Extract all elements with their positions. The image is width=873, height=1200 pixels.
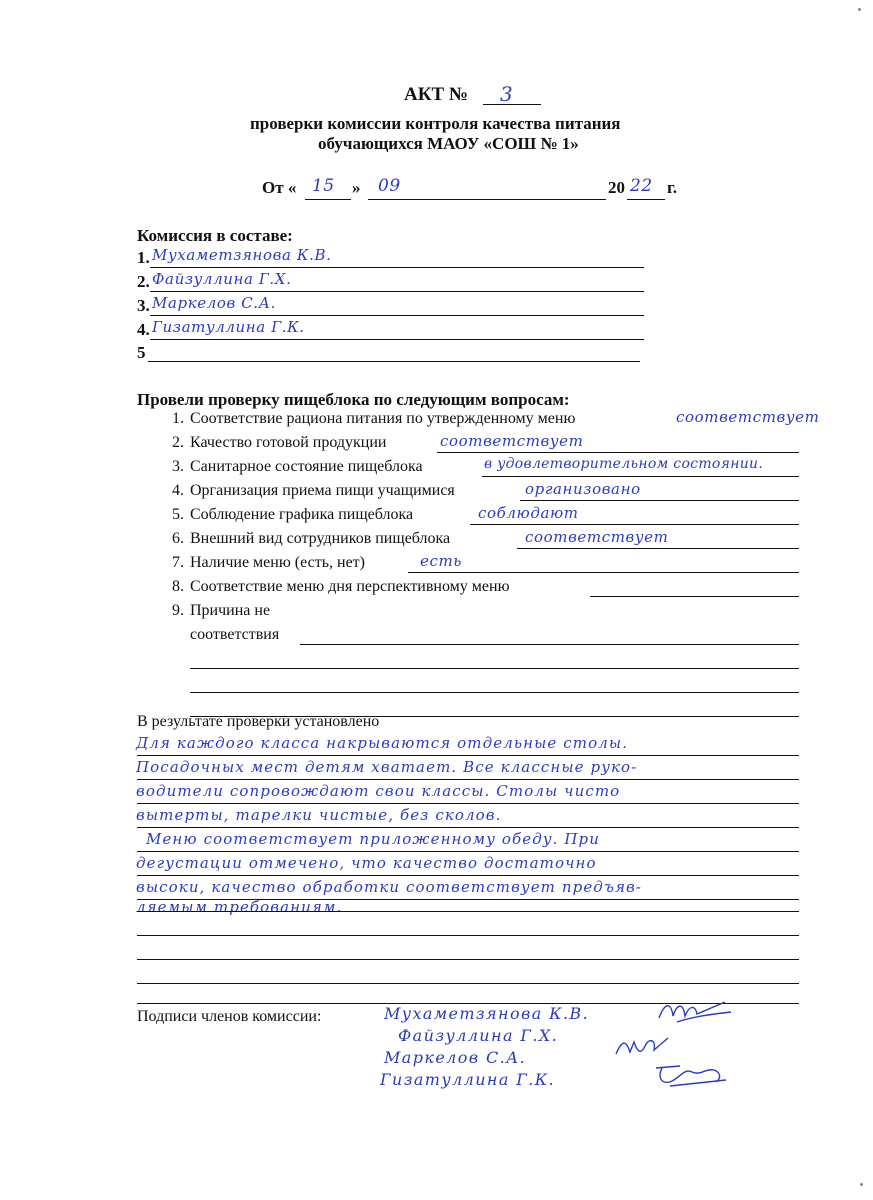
check-answer-5: соблюдают xyxy=(478,504,579,522)
member-line xyxy=(148,361,640,362)
date-month: 09 xyxy=(378,176,401,196)
signature-name: Мухаметзянова К.В. xyxy=(384,1004,590,1023)
check-reason-line2: соответствия xyxy=(190,626,280,643)
check-item-3 xyxy=(162,458,423,476)
check-number: 7. xyxy=(172,554,184,571)
result-text-line: Меню соответствует приложенному обеду. При xyxy=(146,830,601,848)
member-name: Мухаметзянова К.В. xyxy=(152,246,332,264)
check-item-7 xyxy=(162,554,365,572)
result-line xyxy=(137,827,799,828)
result-line xyxy=(137,803,799,804)
check-line-3 xyxy=(482,476,799,477)
date-month-line xyxy=(368,199,606,200)
subtitle-line1: проверки комиссии контроля качества питания xyxy=(250,114,621,133)
commission-heading: Комиссия в составе: xyxy=(137,226,293,245)
check-item-9 xyxy=(162,602,270,620)
member-line xyxy=(150,267,644,268)
date-year-prefix: 20 xyxy=(608,178,625,197)
signature-name: Гизатуллина Г.К. xyxy=(380,1070,556,1089)
date-year-line xyxy=(627,199,665,200)
check-line-6 xyxy=(517,548,799,549)
date-close-quote: » xyxy=(352,178,361,197)
subtitle-line2: обучающихся МАОУ «СОШ № 1» xyxy=(318,134,579,153)
check-item-4 xyxy=(162,482,455,500)
checks-heading: Провели проверку пищеблока по следующим вопросам: xyxy=(137,390,570,409)
check-number: 3. xyxy=(172,458,184,475)
reason-line xyxy=(300,644,799,645)
signature-scribble xyxy=(655,996,735,1028)
check-question: Внешний вид сотрудников пищеблока xyxy=(190,530,451,547)
reason-line xyxy=(190,692,799,693)
signature-name: Файзуллина Г.Х. xyxy=(398,1026,559,1045)
check-number: 1. xyxy=(172,410,184,427)
member-number: 3. xyxy=(137,296,150,315)
member-name: Гизатуллина Г.К. xyxy=(152,318,305,336)
check-question: Качество готовой продукции xyxy=(190,434,387,451)
act-label: АКТ № xyxy=(404,84,469,105)
check-number: 5. xyxy=(172,506,184,523)
signatures-label: Подписи членов комиссии: xyxy=(137,1008,322,1025)
check-answer-4: организовано xyxy=(525,480,641,498)
check-item-2 xyxy=(162,434,386,452)
act-number: 3 xyxy=(500,82,514,106)
act-title xyxy=(404,84,468,106)
date-year-unit: г. xyxy=(667,178,678,197)
result-text-line: вытерты, тарелки чистые, без сколов. xyxy=(136,806,502,824)
check-answer-3: в удовлетворительном состоянии. xyxy=(484,456,764,472)
check-number: 2. xyxy=(172,434,184,451)
check-item-1 xyxy=(162,410,575,428)
check-question: Соблюдение графика пищеблока xyxy=(190,506,414,523)
member-number: 4. xyxy=(137,320,150,339)
check-line-4 xyxy=(520,500,799,501)
check-item-5 xyxy=(162,506,413,524)
date-from-label: От « xyxy=(262,178,297,197)
result-line xyxy=(137,779,799,780)
result-text-line: Для каждого класса накрываются отдельные столы. xyxy=(136,734,629,752)
check-question: Соответствие меню дня перспективному меню xyxy=(190,578,510,595)
check-number: 6. xyxy=(172,530,184,547)
result-line xyxy=(137,983,799,984)
member-number: 1. xyxy=(137,248,150,267)
scan-speck xyxy=(858,8,861,11)
result-line xyxy=(137,935,799,936)
result-text-line: высоки, качество обработки соответствует предъяв- xyxy=(136,878,643,896)
check-answer-1: соответствует xyxy=(676,408,820,426)
reason-line xyxy=(190,668,799,669)
check-answer-7: есть xyxy=(420,552,463,570)
result-text-line: Посадочных мест детям хватает. Все классные руко- xyxy=(136,758,638,776)
check-line-8 xyxy=(590,596,799,597)
check-number: 8. xyxy=(172,578,184,595)
member-number: 5 xyxy=(137,343,146,362)
act-number-line xyxy=(483,104,541,105)
date-day-line xyxy=(305,199,351,200)
date-year-suffix: 22 xyxy=(630,176,653,196)
result-line xyxy=(137,911,799,912)
member-number: 2. xyxy=(137,272,150,291)
member-line xyxy=(150,291,644,292)
check-number: 4. xyxy=(172,482,184,499)
check-line-7 xyxy=(408,572,799,573)
member-line xyxy=(150,315,644,316)
check-question: Соответствие рациона питания по утвержденному меню xyxy=(190,410,576,427)
check-line-5 xyxy=(470,524,799,525)
date-day: 15 xyxy=(312,176,335,196)
check-question: Организация приема пищи учащимися xyxy=(190,482,455,499)
check-answer-6: соответствует xyxy=(525,528,669,546)
result-heading: В результате проверки установлено xyxy=(137,713,380,730)
member-line xyxy=(150,339,644,340)
check-question: Причина не xyxy=(190,602,271,619)
result-line xyxy=(137,959,799,960)
result-line xyxy=(137,755,799,756)
check-answer-2: соответствует xyxy=(440,432,584,450)
member-name: Файзуллина Г.Х. xyxy=(152,270,292,288)
member-name: Маркелов С.А. xyxy=(152,294,276,312)
check-item-8 xyxy=(162,578,510,596)
signature-scribble xyxy=(650,1058,730,1090)
result-line xyxy=(137,851,799,852)
check-question: Наличие меню (есть, нет) xyxy=(190,554,365,571)
signature-name: Маркелов С.А. xyxy=(384,1048,527,1067)
result-text-line: водители сопровождают свои классы. Столы чисто xyxy=(136,782,621,800)
check-item-6 xyxy=(162,530,450,548)
check-number: 9. xyxy=(172,602,184,619)
scan-speck xyxy=(860,1183,863,1186)
check-line-2 xyxy=(437,452,799,453)
result-line xyxy=(137,875,799,876)
check-question: Санитарное состояние пищеблока xyxy=(190,458,423,475)
result-text-line: дегустации отмечено, что качество достаточно xyxy=(136,854,597,872)
result-text-line: ляемым требованиям. xyxy=(136,898,343,916)
